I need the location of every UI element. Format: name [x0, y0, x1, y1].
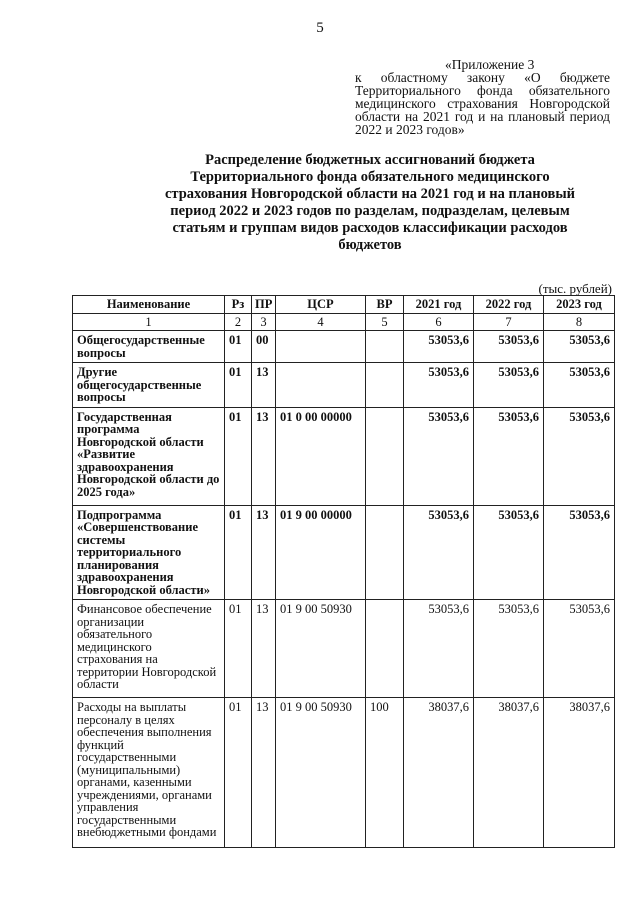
row-name: Расходы на выплаты персоналу в целях обеспечения выполнения функций государственными (муниципальными) органами, казенными учреждениями, органами управления государственными внебюджетными фондами	[73, 698, 225, 848]
col-number: 4	[276, 313, 366, 331]
col-number: 2	[225, 313, 252, 331]
row-2021: 38037,6	[404, 698, 474, 848]
header-2021: 2021 год	[404, 296, 474, 314]
appendix-text: к областному закону «О бюджете Территориального фонда обязательного медицинского страхования Новгородской области на 2021 год и на плановый период 2022 и 2023 годов»	[355, 70, 610, 137]
header-csr: ЦСР	[276, 296, 366, 314]
row-2022: 53053,6	[474, 331, 544, 363]
appendix-note	[355, 58, 610, 136]
row-pr: 13	[252, 407, 276, 505]
page-number: 5	[316, 20, 324, 36]
row-2022: 53053,6	[474, 363, 544, 408]
row-csr: 01 9 00 50930	[276, 600, 366, 698]
row-csr: 01 9 00 50930	[276, 698, 366, 848]
row-2023: 53053,6	[544, 505, 615, 600]
table-row	[73, 407, 615, 505]
row-csr: 01 9 00 00000	[276, 505, 366, 600]
header-pr: ПР	[252, 296, 276, 314]
col-number: 8	[544, 313, 615, 331]
row-2022: 53053,6	[474, 505, 544, 600]
row-rz: 01	[225, 407, 252, 505]
row-2023: 53053,6	[544, 600, 615, 698]
row-rz: 01	[225, 331, 252, 363]
row-pr: 13	[252, 600, 276, 698]
table-row	[73, 363, 615, 408]
row-rz: 01	[225, 505, 252, 600]
appendix-line1: «Приложение 3	[445, 57, 535, 72]
row-2022: 53053,6	[474, 407, 544, 505]
row-csr	[276, 331, 366, 363]
row-2023: 53053,6	[544, 407, 615, 505]
col-number: 5	[366, 313, 404, 331]
row-vr	[366, 600, 404, 698]
row-vr	[366, 363, 404, 408]
budget-table	[72, 295, 615, 848]
row-vr	[366, 331, 404, 363]
table-row	[73, 698, 615, 848]
col-number: 7	[474, 313, 544, 331]
row-2021: 53053,6	[404, 407, 474, 505]
header-2022: 2022 год	[474, 296, 544, 314]
row-name: Финансовое обеспечение организации обязательного медицинского страхования на территории Новгородской области	[73, 600, 225, 698]
header-2023: 2023 год	[544, 296, 615, 314]
units-label: (тыс. рублей)	[538, 281, 612, 296]
header-name: Наименование	[73, 296, 225, 314]
row-2021: 53053,6	[404, 505, 474, 600]
row-name: Другие общегосударственные вопросы	[73, 363, 225, 408]
row-2023: 53053,6	[544, 331, 615, 363]
table-row	[73, 331, 615, 363]
row-2022: 53053,6	[474, 600, 544, 698]
row-rz: 01	[225, 698, 252, 848]
header-row	[73, 296, 615, 314]
table-row	[73, 505, 615, 600]
row-pr: 13	[252, 698, 276, 848]
row-rz: 01	[225, 600, 252, 698]
row-2021: 53053,6	[404, 600, 474, 698]
row-name: Государственная программа Новгородской области «Развитие здравоохранения Новгородской области до 2025 года»	[73, 407, 225, 505]
row-pr: 13	[252, 363, 276, 408]
header-rz: Рз	[225, 296, 252, 314]
row-name: Общегосударственные вопросы	[73, 331, 225, 363]
row-2022: 38037,6	[474, 698, 544, 848]
header-vr: ВР	[366, 296, 404, 314]
col-number: 6	[404, 313, 474, 331]
row-vr	[366, 505, 404, 600]
row-csr	[276, 363, 366, 408]
row-name: Подпрограмма «Совершенствование системы территориального планирования здравоохранения Новгородской области»	[73, 505, 225, 600]
row-2023: 38037,6	[544, 698, 615, 848]
table-row	[73, 600, 615, 698]
row-2021: 53053,6	[404, 363, 474, 408]
row-rz: 01	[225, 363, 252, 408]
row-pr: 00	[252, 331, 276, 363]
row-csr: 01 0 00 00000	[276, 407, 366, 505]
row-2021: 53053,6	[404, 331, 474, 363]
document-title: Распределение бюджетных ассигнований бюджета Территориального фонда обязательного медицинского страхования Новгородской области на 2021 год и на плановый период 2022 и 2023 годов по разделам, подразделам, целевым статьям и группам видов расходов классификации расходов бюджетов	[164, 152, 576, 253]
col-number: 1	[73, 313, 225, 331]
col-number: 3	[252, 313, 276, 331]
column-number-row	[73, 313, 615, 331]
row-pr: 13	[252, 505, 276, 600]
row-vr	[366, 407, 404, 505]
row-vr: 100	[366, 698, 404, 848]
row-2023: 53053,6	[544, 363, 615, 408]
